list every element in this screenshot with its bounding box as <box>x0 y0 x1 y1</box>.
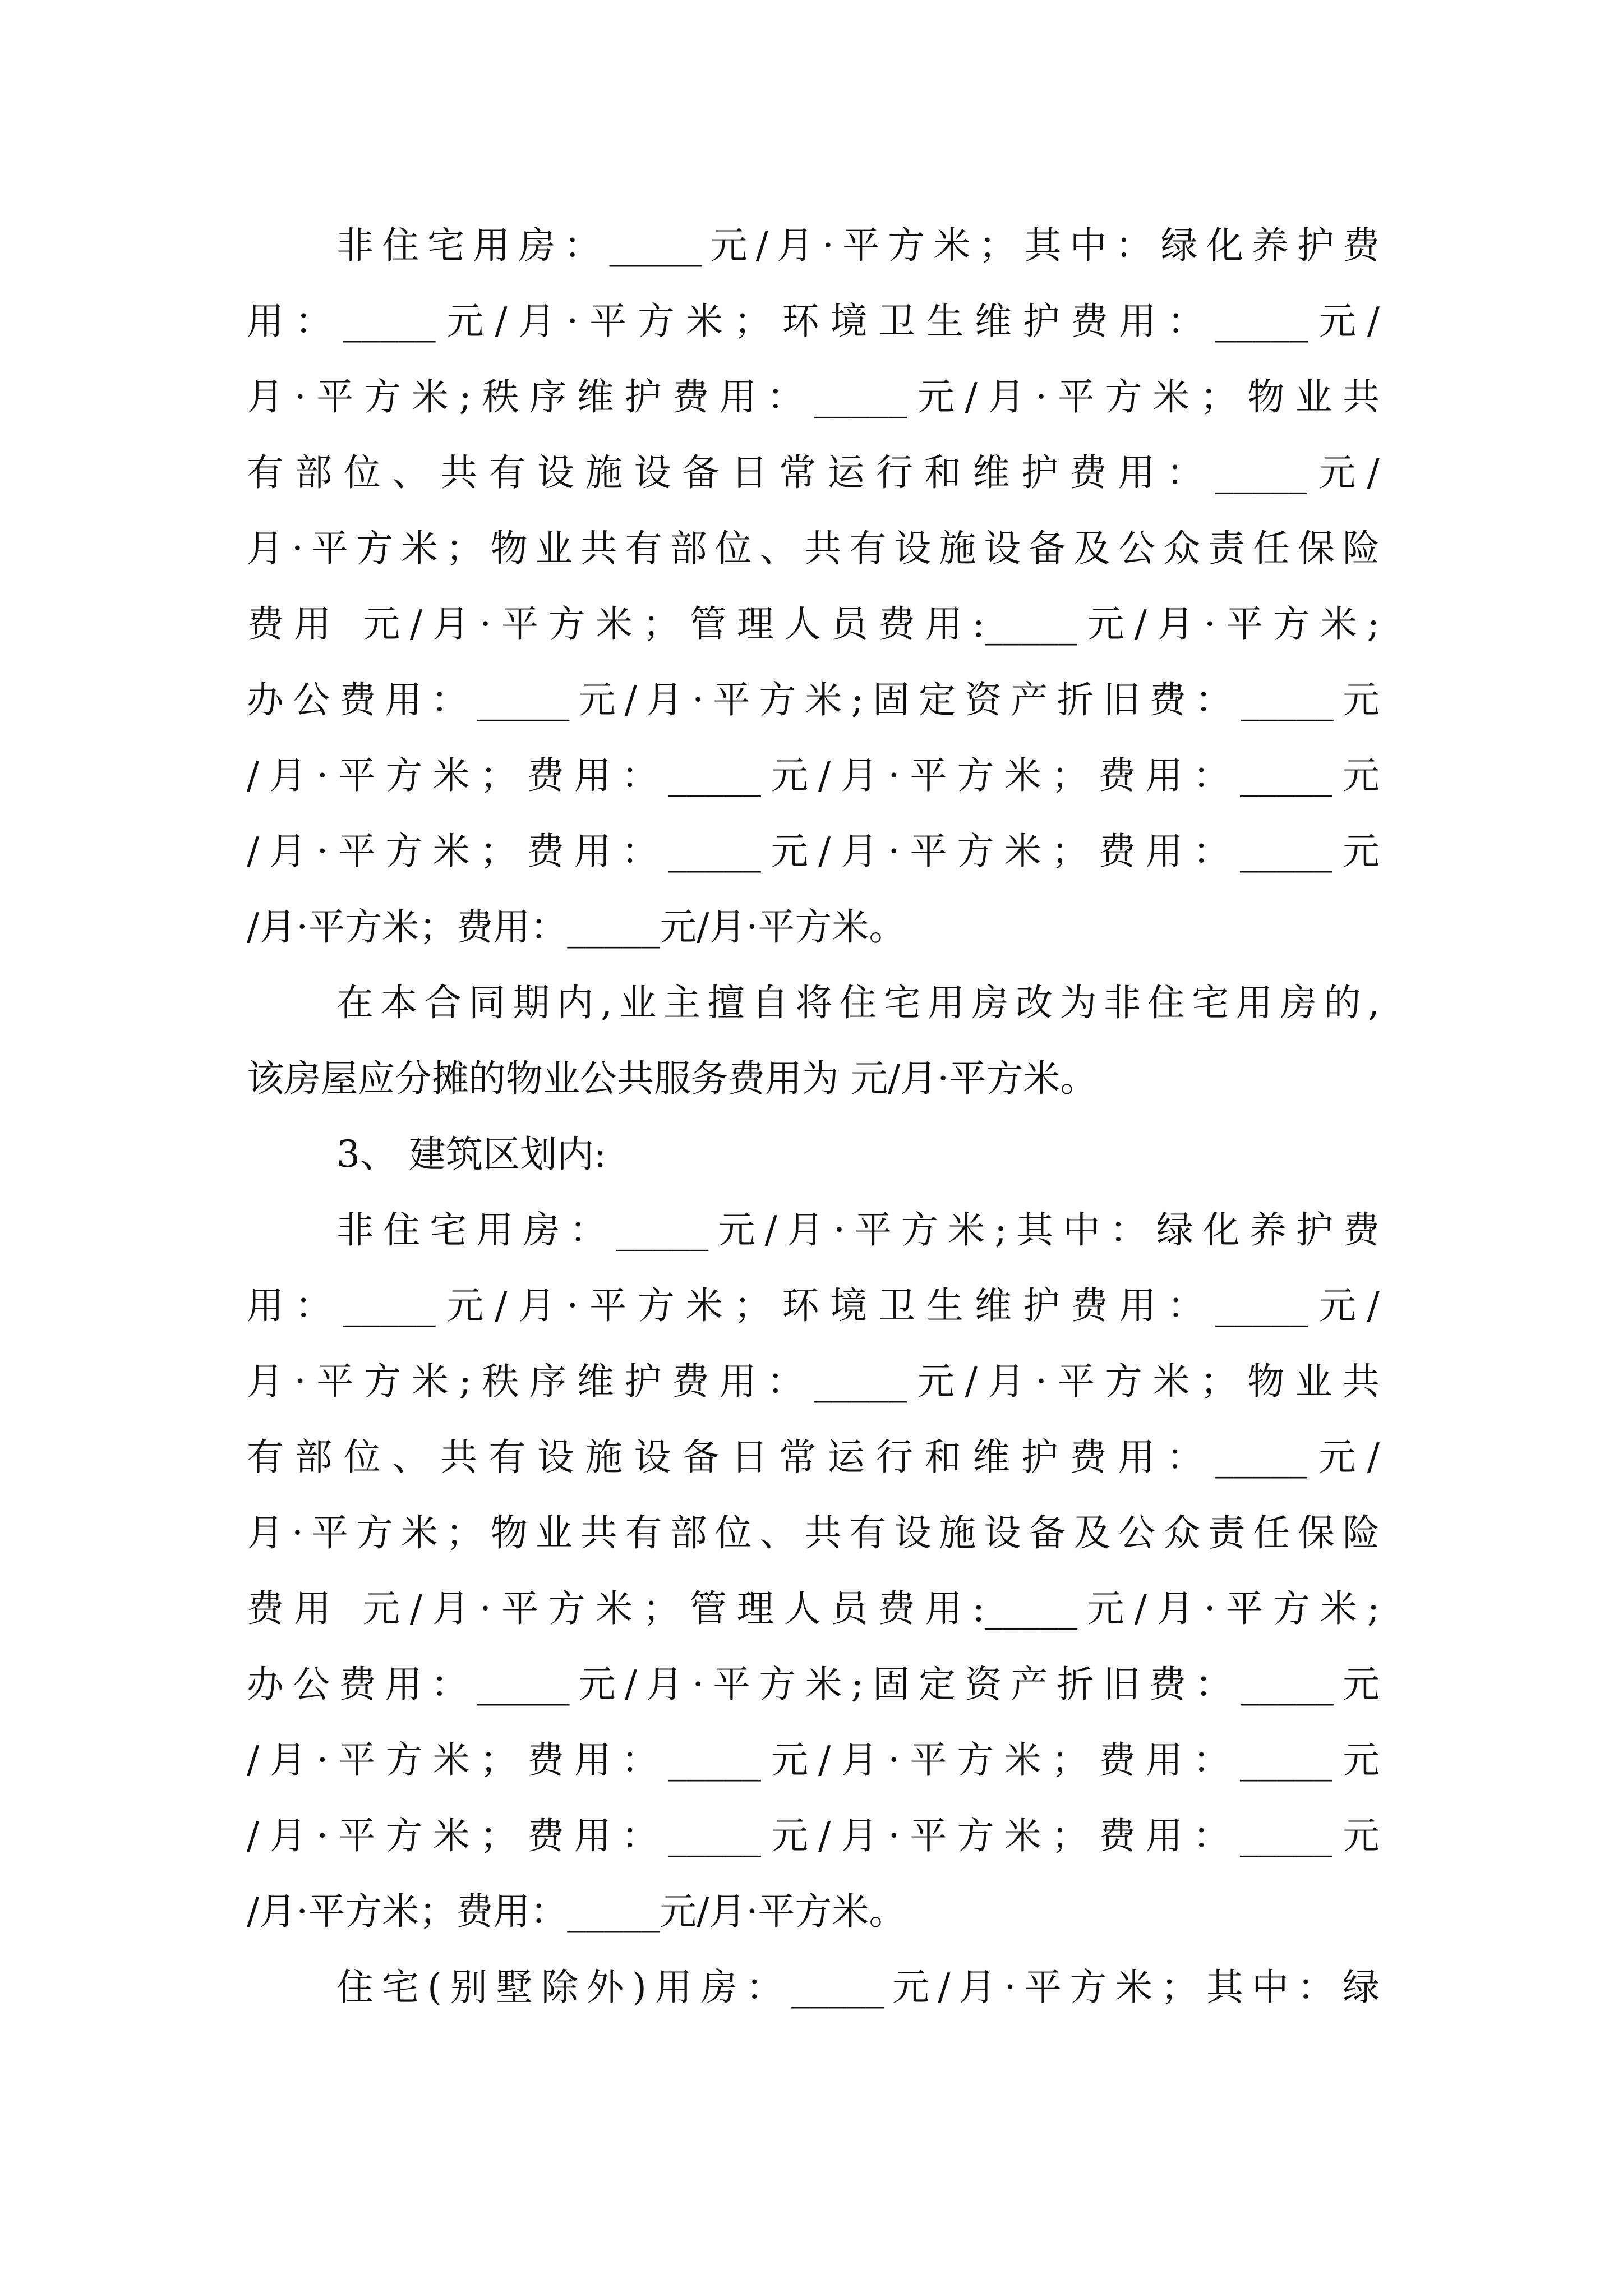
text-line: 住宅(别墅除外)用房：_____元/月·平方米；其中：绿 <box>336 1966 1380 2009</box>
text-line: 费用 元/月·平方米；管理人员费用:_____元/月·平方米; <box>247 602 1380 646</box>
text-line: 办公费用：_____元/月·平方米;固定资产折旧费：_____元 <box>247 678 1380 721</box>
text-line: 办公费用：_____元/月·平方米;固定资产折旧费：_____元 <box>247 1663 1380 1706</box>
section-heading: 3、 建筑区划内: <box>336 1133 607 1176</box>
text-line: 有部位、共有设施设备日常运行和维护费用：_____元/ <box>247 451 1380 494</box>
text-line: 非住宅用房：_____元/月·平方米;其中：绿化养护费 <box>336 1208 1380 1251</box>
text-line: /月·平方米；费用：_____元/月·平方米；费用：_____元 <box>247 1738 1380 1782</box>
text-line: /月·平方米；费用：_____元/月·平方米；费用：_____元 <box>247 830 1380 873</box>
text-line: 用：_____元/月·平方米；环境卫生维护费用：_____元/ <box>247 1284 1380 1327</box>
text-line: /月·平方米；费用：_____元/月·平方米。 <box>247 1890 906 1933</box>
text-line: 在本合同期内,业主擅自将住宅用房改为非住宅用房的, <box>336 981 1380 1024</box>
text-line: 费用 元/月·平方米；管理人员费用:_____元/月·平方米; <box>247 1587 1380 1630</box>
text-line: /月·平方米；费用：_____元/月·平方米；费用：_____元 <box>247 1814 1380 1857</box>
text-line: 月·平方米;秩序维护费用：_____元/月·平方米；物业共 <box>247 1360 1380 1403</box>
text-line: 月·平方米;秩序维护费用：_____元/月·平方米；物业共 <box>247 375 1380 418</box>
text-line: 有部位、共有设施设备日常运行和维护费用：_____元/ <box>247 1435 1380 1479</box>
text-line: 非住宅用房：_____元/月·平方米；其中：绿化养护费 <box>336 224 1380 267</box>
text-line: 用：_____元/月·平方米；环境卫生维护费用：_____元/ <box>247 300 1380 343</box>
text-line: /月·平方米；费用：_____元/月·平方米；费用：_____元 <box>247 754 1380 797</box>
text-line: 月·平方米；物业共有部位、共有设施设备及公众责任保险 <box>247 1511 1380 1554</box>
text-line: /月·平方米；费用：_____元/月·平方米。 <box>247 905 906 949</box>
text-line: 月·平方米；物业共有部位、共有设施设备及公众责任保险 <box>247 527 1380 570</box>
text-line: 该房屋应分摊的物业公共服务费用为 元/月·平方米。 <box>247 1057 1098 1100</box>
